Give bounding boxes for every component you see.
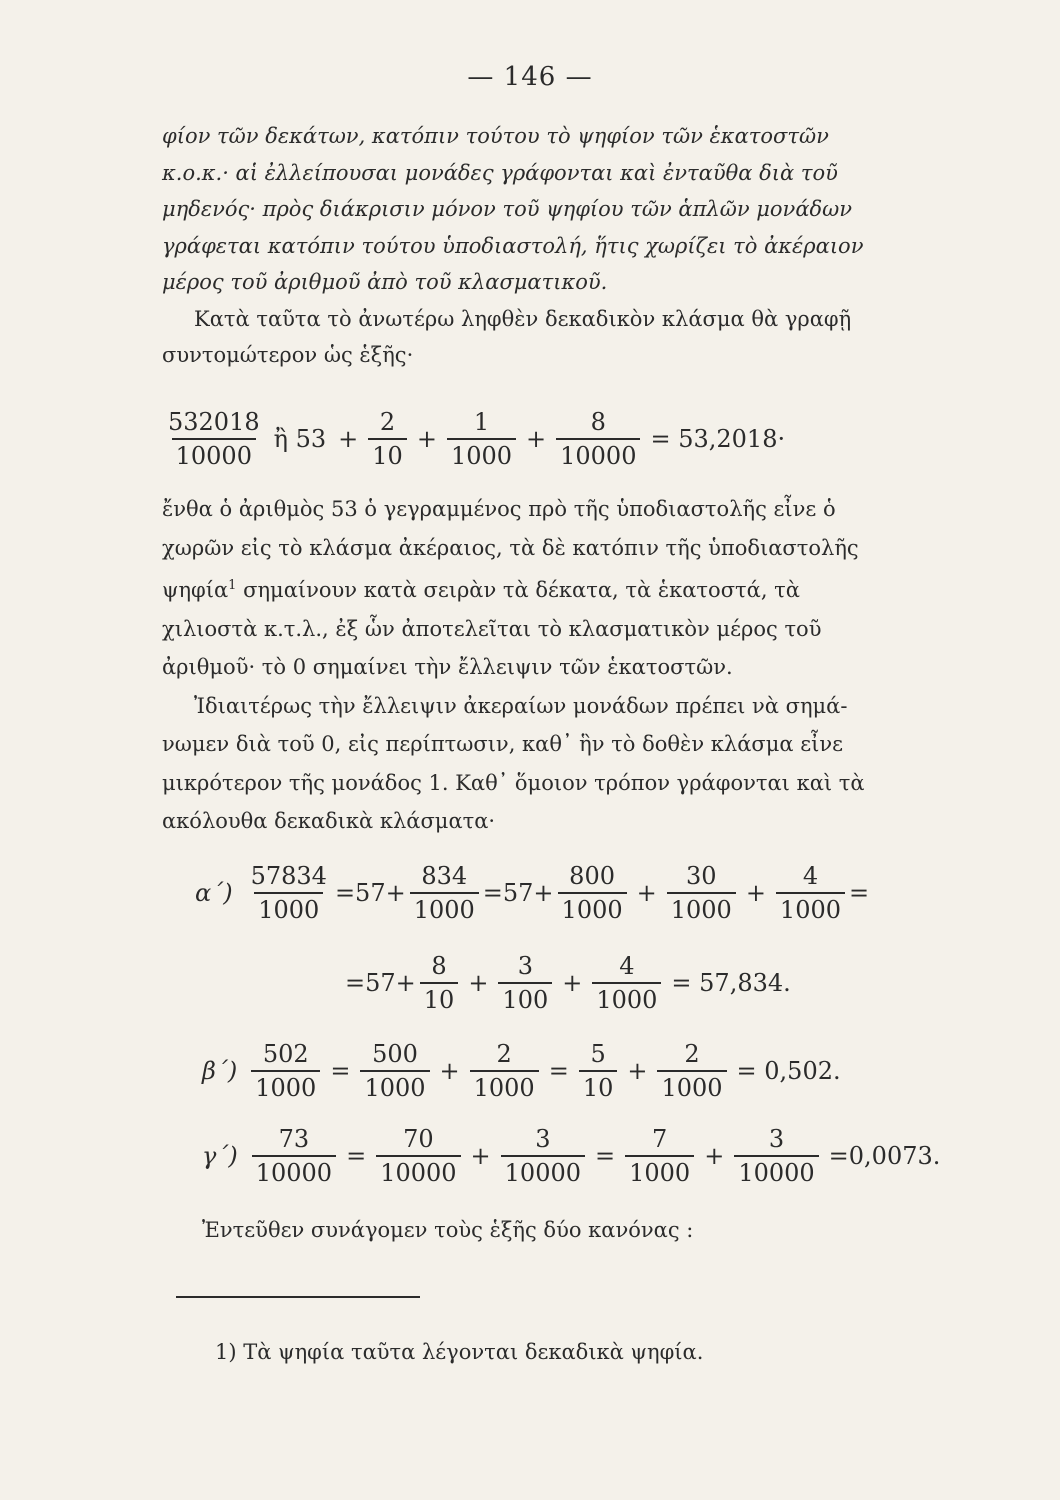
fraction: $\frac{70}{10000}$ [376, 1125, 460, 1187]
equation-a-line1: α΄) $\frac{57834}{1000}$ =57+ $\frac{834}{1000}$ =57+ $\frac{800}{1000}$ + $\frac{30}{1000}$ + $\frac{4}{1000}$ = [195, 862, 870, 924]
text-line: ἀριθμοῦ· τὸ 0 σημαίνει τὴν ἔλλειψιν τῶν ἑκατοστῶν. [162, 655, 733, 679]
intro-text [162, 118, 962, 374]
fraction: $\frac{2}{10}$ [368, 408, 407, 470]
fraction: $\frac{4}{1000}$ [776, 862, 845, 924]
fraction: $\frac{8}{10000}$ [556, 408, 640, 470]
fraction: $\frac{2}{1000}$ [470, 1040, 539, 1102]
fraction: $\frac{532018}{10000}$ [168, 408, 260, 470]
fraction: $\frac{3}{10000}$ [501, 1125, 585, 1187]
text-line: φίον τῶν δεκάτων, κατόπιν τούτου τὸ ψηφίον τῶν ἑκατοστῶν [162, 124, 829, 148]
conjunction: ἢ 53 [273, 425, 327, 453]
equation-label: β΄) [202, 1057, 238, 1085]
text-line: κ.ο.κ.· αἱ ἐλλείπουσαι μονάδες γράφονται καὶ ἐνταῦθα διὰ τοῦ [162, 160, 838, 185]
fraction: $\frac{2}{1000}$ [657, 1040, 726, 1102]
fraction: $\frac{7}{1000}$ [625, 1125, 694, 1187]
text-line: συντομώτερον ὡς ἑξῆς· [162, 343, 414, 367]
fraction: $\frac{73}{10000}$ [252, 1125, 336, 1187]
explanation-text [162, 490, 962, 841]
fraction: $\frac{5}{10}$ [579, 1040, 618, 1102]
footnote-text: Τὰ ψηφία ταῦτα λέγονται δεκαδικὰ ψηφία. [243, 1340, 704, 1364]
formula-main: $\frac{532018}{10000}$ ἢ 53 + $\frac{2}{10}$ + $\frac{1}{1000}$ + $\frac{8}{10000}$ = 53,2018· [160, 408, 791, 470]
fraction: $\frac{3}{100}$ [498, 952, 552, 1014]
fraction: $\frac{834}{1000}$ [410, 862, 479, 924]
page-number: — 146 — [467, 62, 593, 92]
fraction: $\frac{3}{10000}$ [734, 1125, 818, 1187]
text-line: μικρότερον τῆς μονάδος 1. Καθ᾽ ὅμοιον τρόπον γράφονται καὶ τὰ [162, 770, 865, 795]
footnote-divider [176, 1296, 420, 1298]
text-line: γράφεται κατόπιν τούτου ὑποδιαστολή, ἥτις χωρίζει τὸ ἀκέραιον [162, 233, 864, 258]
text-line: χωρῶν εἰς τὸ κλάσμα ἀκέραιος, τὰ δὲ κατόπιν τῆς ὑποδιαστολῆς [162, 535, 859, 560]
text-line: μέρος τοῦ ἀριθμοῦ ἀπὸ τοῦ κλασματικοῦ. [162, 270, 608, 294]
text-line: νωμεν διὰ τοῦ 0, εἰς περίπτωσιν, καθ᾽ ἣν τὸ δοθὲν κλάσμα εἶνε [162, 732, 843, 756]
equation-a-line2: =57+ $\frac{8}{10}$ + $\frac{3}{100}$ + $\frac{4}{1000}$ = 57,834. [345, 952, 791, 1014]
text-line: ακόλουθα δεκαδικὰ κλάσματα· [162, 809, 496, 833]
text-line: Κατὰ ταῦτα τὸ ἀνωτέρω ληφθὲν δεκαδικὸν κλάσμα θὰ γραφῇ [194, 306, 852, 331]
equation-c: γ΄) $\frac{73}{10000}$ = $\frac{70}{10000}$ + $\frac{3}{10000}$ = $\frac{7}{1000}$ + $\frac{3}{10000}$ =0,0073. [202, 1125, 941, 1187]
fraction: $\frac{8}{10}$ [420, 952, 459, 1014]
text-line: ψηφία$^1$ σημαίνουν κατὰ σειρὰν τὰ δέκατα, τὰ ἑκατοστά, τὰ [162, 578, 800, 602]
footnote-mark: 1) [215, 1340, 237, 1364]
fraction: $\frac{1}{1000}$ [447, 408, 516, 470]
fraction: $\frac{57834}{1000}$ [250, 862, 327, 924]
text-line: Ἰδιαιτέρως τὴν ἔλλειψιν ἀκεραίων μονάδων πρέπει νὰ σημά- [194, 693, 848, 718]
equation-label: γ΄) [202, 1142, 238, 1170]
text-line: ἔνθα ὁ ἀριθμὸς 53 ὁ γεγραμμένος πρὸ τῆς ὑποδιαστολῆς εἶνε ὁ [162, 497, 836, 521]
fraction: $\frac{502}{1000}$ [251, 1040, 320, 1102]
formula-result: = 53,2018· [650, 425, 786, 453]
equation-label: α΄) [195, 879, 233, 907]
text-line: μηδενός· πρὸς διάκρισιν μόνον τοῦ ψηφίου τῶν ἁπλῶν μονάδων [162, 197, 853, 221]
footnote-marker: 1 [228, 578, 237, 593]
fraction: $\frac{800}{1000}$ [558, 862, 627, 924]
fraction: $\frac{4}{1000}$ [592, 952, 661, 1014]
fraction: $\frac{500}{1000}$ [360, 1040, 429, 1102]
fraction: $\frac{30}{1000}$ [667, 862, 736, 924]
equation-b: β΄) $\frac{502}{1000}$ = $\frac{500}{1000}$ + $\frac{2}{1000}$ = $\frac{5}{10}$ + $\frac{2}{1000}$ = 0,502. [202, 1040, 841, 1102]
text-line: χιλιοστὰ κ.τ.λ., ἐξ ὧν ἀποτελεῖται τὸ κλασματικὸν μέρος τοῦ [162, 616, 822, 641]
footnote [215, 1340, 703, 1364]
conclusion-text: Ἐντεῦθεν συνάγομεν τοὺς ἑξῆς δύο κανόνας : [202, 1218, 694, 1242]
